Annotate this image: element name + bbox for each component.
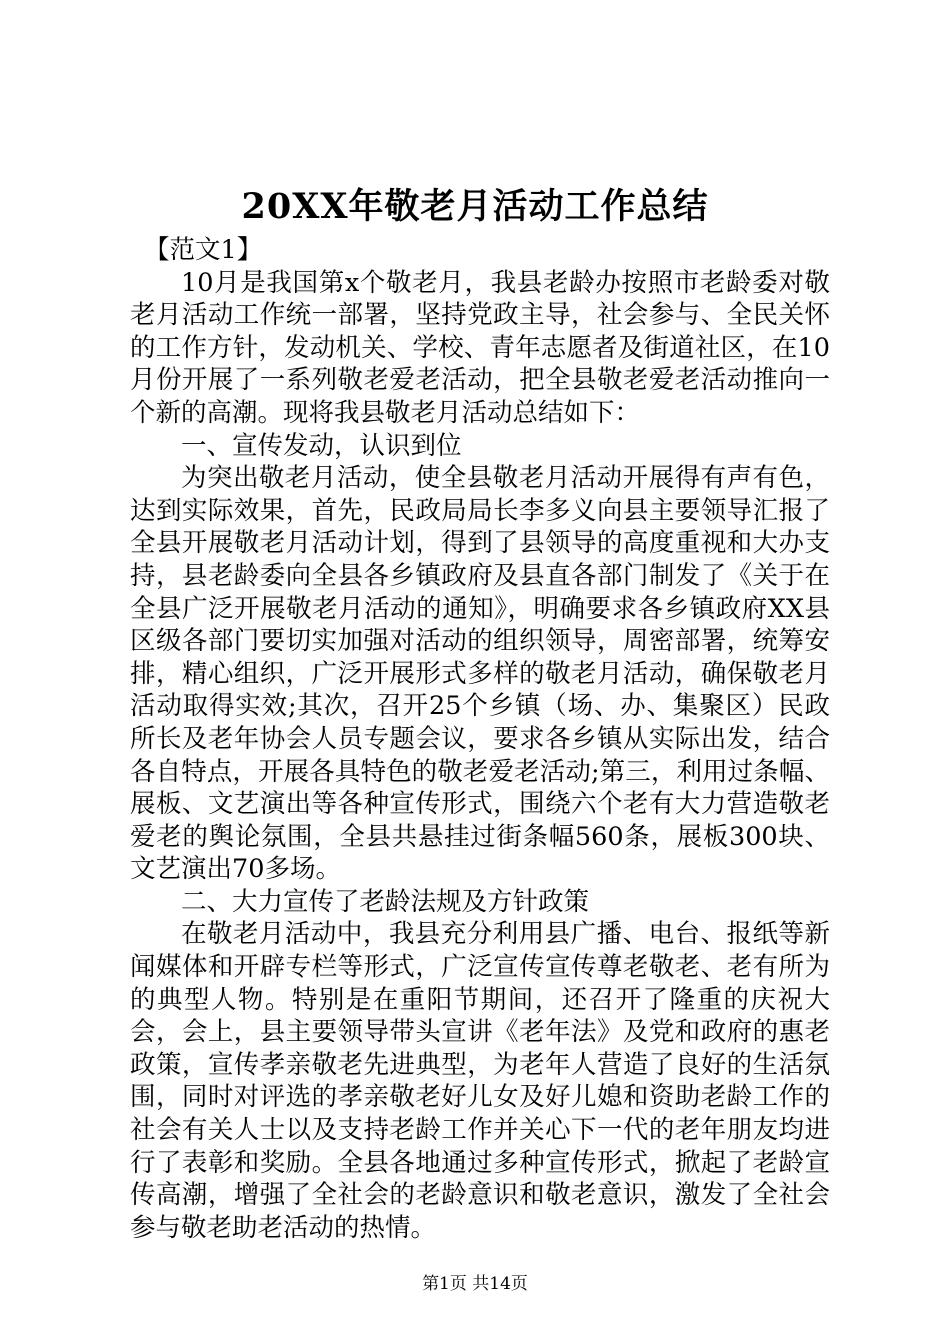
section-heading-1: 一、宣传发动，认识到位 <box>181 430 462 461</box>
page-footer: 第1页 共14页 <box>422 1274 528 1294</box>
intro-paragraph: 10月是我国第x个敬老月，我县老龄办按照市老龄委对敬老月活动工作统一部署，坚持党政主导，社会参与、全民关怀的工作方针，发动机关、学校、青年志愿者及街道社区，在10月份开展了一系列敬老爱老活动，把全县敬老爱老活动推向一个新的高潮。现将我县敬老月活动总结如下： <box>130 267 830 428</box>
document-body <box>130 234 830 1244</box>
section-heading-2: 二、大力宣传了老龄法规及方针政策 <box>181 886 590 917</box>
section-2-paragraph: 在敬老月活动中，我县充分利用县广播、电台、报纸等新闻媒体和开辟专栏等形式，广泛宣传宣传尊老敬老、老有所为的典型人物。特别是在重阳节期间，还召开了隆重的庆祝大会，会上，县主要领导带头宣讲《老年法》及党和政府的惠老政策，宣传孝亲敬老先进典型，为老年人营造了良好的生活氛围，同时对评选的孝亲敬老好儿女及好儿媳和资助老龄工作的社会有关人士以及支持老龄工作并关心下一代的老年朋友均进行了表彰和奖励。全县各地通过多种宣传形式，掀起了老龄宣传高潮，增强了全社会的老龄意识和敬老意识，激发了全社会参与敬老助老活动的热情。 <box>130 919 830 1243</box>
section-1-paragraph: 为突出敬老月活动，使全县敬老月活动开展得有声有色，达到实际效果，首先，民政局局长李多义向县主要领导汇报了全县开展敬老月活动计划，得到了县领导的高度重视和大办支持，县老龄委向全县各乡镇政府及县直各部门制发了《关于在全县广泛开展敬老月活动的通知》，明确要求各乡镇政府XX县区级各部门要切实加强对活动的组织领导，周密部署，统筹安排，精心组织，广泛开展形式多样的敬老月活动，确保敬老月活动取得实效;其次，召开25个乡镇（场、办、集聚区）民政所长及老年协会人员专题会议，要求各乡镇从实际出发，结合各自特点，开展各具特色的敬老爱老活动;第三，利用过条幅、展板、文艺演出等各种宣传形式，围绕六个老有大力营造敬老爱老的舆论氛围，全县共悬挂过街条幅560条，展板300块、文艺演出70多场。 <box>130 463 830 885</box>
sample-label: 【范文1】 <box>144 235 263 265</box>
document-title: 20XX年敬老月活动工作总结 <box>241 186 709 227</box>
